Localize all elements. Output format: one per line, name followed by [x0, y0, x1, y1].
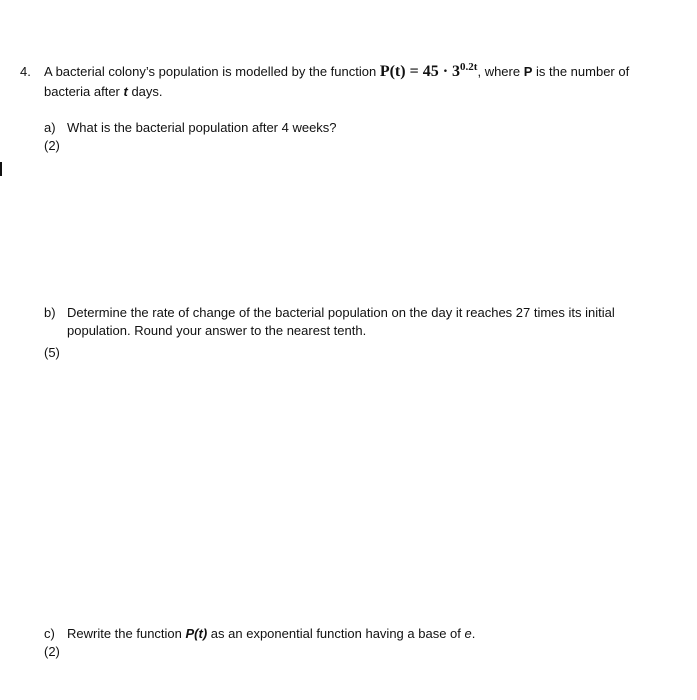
part-c-text-2: as an exponential function having a base of: [207, 626, 465, 641]
stem-text-2: , where: [477, 64, 524, 79]
part-c-function-name: P(t): [185, 626, 208, 641]
formula-exponent: 0.2t: [460, 61, 478, 73]
part-c: [44, 625, 637, 661]
part-c-marks: (2): [44, 644, 60, 659]
part-c-text: [67, 625, 637, 643]
question-number: 4.: [20, 64, 31, 79]
part-b: [44, 304, 637, 362]
variable-t: t: [123, 84, 128, 99]
part-b-marks: (5): [44, 345, 60, 360]
formula-lhs: P(t): [379, 63, 406, 80]
part-a: [44, 119, 637, 155]
formula-equals: =: [405, 63, 423, 80]
population-formula: [380, 63, 478, 80]
stem-text-3: is the number of bacteria after: [44, 64, 630, 99]
margin-mark: [0, 162, 2, 176]
part-a-letter: a): [44, 120, 56, 135]
variable-p: P: [523, 64, 533, 79]
part-b-text: Determine the rate of change of the bacterial population on the day it reaches 27 times its initial population. Round your answer to the nearest tenth.: [67, 305, 615, 338]
part-c-text-1: Rewrite the function: [67, 626, 186, 641]
part-c-letter: c): [44, 626, 55, 641]
stem-text-4: days.: [127, 84, 163, 99]
part-c-period: .: [471, 626, 476, 641]
question-stem: [44, 62, 654, 102]
part-a-marks: (2): [44, 138, 60, 153]
part-a-text: What is the bacterial population after 4 weeks?: [67, 120, 337, 135]
part-c-base: e: [464, 626, 472, 641]
formula-coefficient: 45 · 3: [422, 63, 461, 80]
stem-text-1: A bacterial colony’s population is modelled by the function: [44, 64, 380, 79]
part-b-letter: b): [44, 305, 56, 320]
